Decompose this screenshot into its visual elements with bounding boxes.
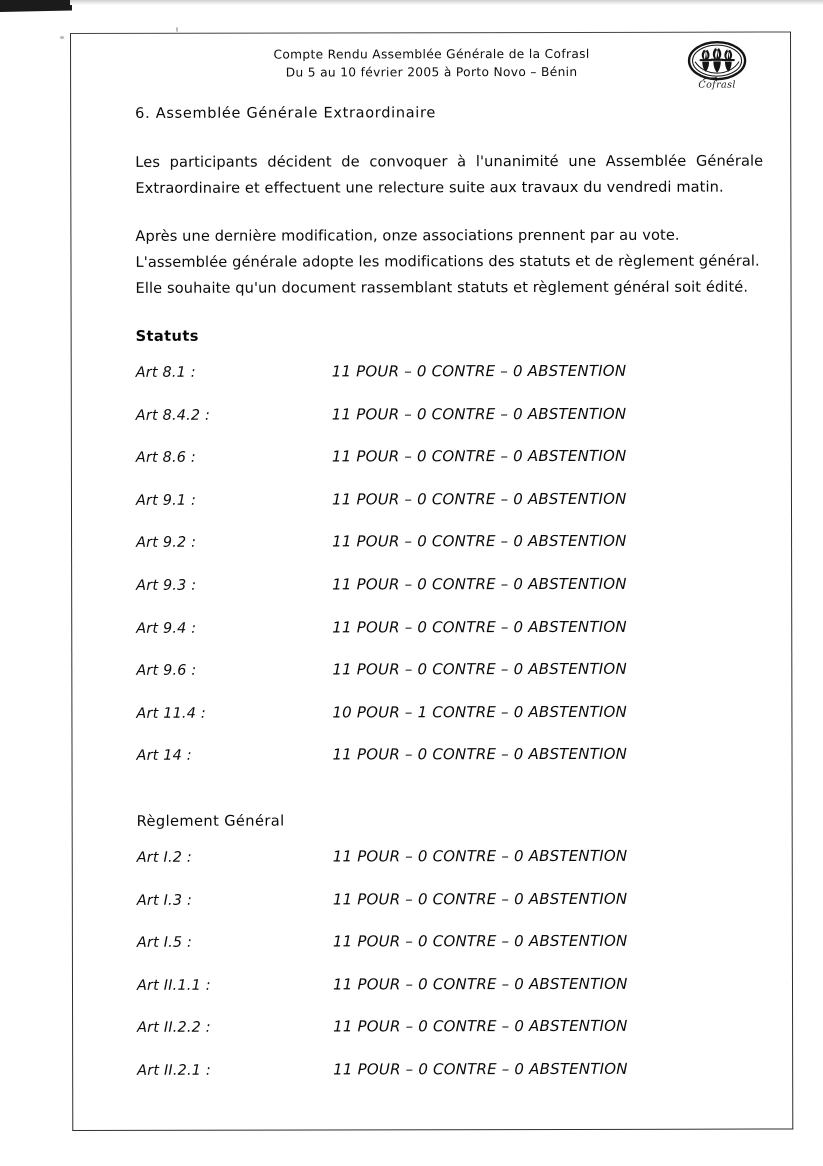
vote-article-label: Art 9.3 :	[136, 577, 197, 594]
vote-result-value: 11 POUR – 0 CONTRE – 0 ABSTENTION	[331, 489, 627, 509]
vote-article-label: Art 9.6 :	[136, 662, 197, 680]
vote-row	[137, 1017, 767, 1061]
vote-row	[137, 932, 767, 976]
document-page	[70, 31, 793, 1131]
paragraph-line: L'assemblée générale adopte les modifications des statuts et de règlement général.	[135, 252, 760, 271]
vote-row	[136, 702, 766, 746]
section-title-statuts: Statuts	[135, 327, 199, 345]
vote-result-value: 11 POUR – 0 CONTRE – 0 ABSTENTION	[332, 931, 628, 951]
vote-row	[137, 1059, 767, 1103]
vote-article-label: Art 9.1 :	[135, 492, 197, 509]
vote-result-value: 11 POUR – 0 CONTRE – 0 ABSTENTION	[332, 846, 628, 866]
vote-result-value: 11 POUR – 0 CONTRE – 0 ABSTENTION	[332, 974, 628, 994]
paragraph-modification	[135, 223, 775, 302]
vote-article-label: Art 14 :	[136, 748, 192, 765]
logo-wordmark: Cofrasl	[698, 79, 736, 91]
vote-article-label: Art 9.2 :	[136, 535, 197, 552]
vote-article-label: Art II.2.1 :	[137, 1062, 211, 1079]
vote-list-reglement-general	[137, 846, 768, 1103]
vote-row	[136, 532, 766, 576]
vote-row	[136, 660, 766, 704]
paragraph-line: Elle souhaite qu'un document rassemblant statuts et règlement général soit édité.	[135, 278, 749, 297]
vote-result-value: 11 POUR – 0 CONTRE – 0 ABSTENTION	[331, 404, 627, 424]
scan-artifact-top-strip	[70, 0, 823, 5]
document-body	[135, 105, 767, 1104]
vote-list-statuts	[136, 362, 767, 789]
vote-row	[137, 889, 767, 933]
scan-speck	[60, 36, 64, 39]
vote-row	[136, 745, 766, 789]
vote-article-label: Art 8.1 :	[135, 364, 196, 381]
vote-row	[137, 846, 767, 890]
vote-row	[136, 489, 766, 533]
vote-result-value: 10 POUR – 1 CONTRE – 0 ABSTENTION	[332, 702, 627, 722]
header-title-line-1: Compte Rendu Assemblée Générale de la Cofrasl	[273, 46, 590, 62]
vote-result-value: 11 POUR – 0 CONTRE – 0 ABSTENTION	[331, 361, 627, 381]
paragraph-convocation: Les participants décident de convoquer à l'unanimité une Assemblée Générale Extraordinaire et effectuent une relecture suite aux travaux du vendredi matin.	[135, 152, 764, 197]
vote-row	[136, 617, 766, 661]
vote-result-value: 11 POUR – 0 CONTRE – 0 ABSTENTION	[332, 532, 627, 551]
vote-article-label: Art II.2.2 :	[137, 1020, 211, 1037]
vote-article-label: Art 9.4 :	[136, 620, 197, 637]
vote-result-value: 11 POUR – 0 CONTRE – 0 ABSTENTION	[331, 447, 627, 466]
vote-result-value: 11 POUR – 0 CONTRE – 0 ABSTENTION	[332, 745, 628, 764]
cofrasl-logo	[679, 38, 755, 94]
vote-result-value: 11 POUR – 0 CONTRE – 0 ABSTENTION	[332, 617, 627, 637]
page-title: 6. Assemblée Générale Extraordinaire	[135, 105, 437, 122]
paragraph-line: Après une dernière modification, onze associations prennent par au vote.	[135, 226, 680, 245]
header-title-line-2: Du 5 au 10 février 2005 à Porto Novo – Bénin	[285, 64, 578, 80]
vote-row	[136, 362, 766, 406]
vote-article-label: Art 11.4 :	[136, 705, 206, 722]
vote-row	[137, 974, 767, 1018]
vote-result-value: 11 POUR – 0 CONTRE – 0 ABSTENTION	[332, 659, 627, 679]
scan-speck	[176, 27, 178, 32]
vote-row	[136, 404, 766, 448]
vote-result-value: 11 POUR – 0 CONTRE – 0 ABSTENTION	[333, 1059, 628, 1079]
vote-article-label: Art I.2 :	[136, 849, 192, 866]
vote-result-value: 11 POUR – 0 CONTRE – 0 ABSTENTION	[332, 574, 627, 594]
scan-artifact-top-left	[0, 0, 72, 12]
vote-result-value: 11 POUR – 0 CONTRE – 0 ABSTENTION	[332, 889, 628, 908]
vote-article-label: Art II.1.1 :	[136, 977, 211, 994]
vote-article-label: Art 8.6 :	[135, 449, 197, 467]
vote-row	[136, 447, 766, 491]
vote-row	[136, 575, 766, 619]
vote-result-value: 11 POUR – 0 CONTRE – 0 ABSTENTION	[333, 1017, 628, 1036]
vote-article-label: Art 8.4.2 :	[135, 407, 211, 424]
vote-article-label: Art I.3 :	[136, 892, 193, 909]
vote-article-label: Art I.5 :	[136, 934, 193, 951]
section-title-reglement-general: Règlement Général	[136, 812, 285, 830]
